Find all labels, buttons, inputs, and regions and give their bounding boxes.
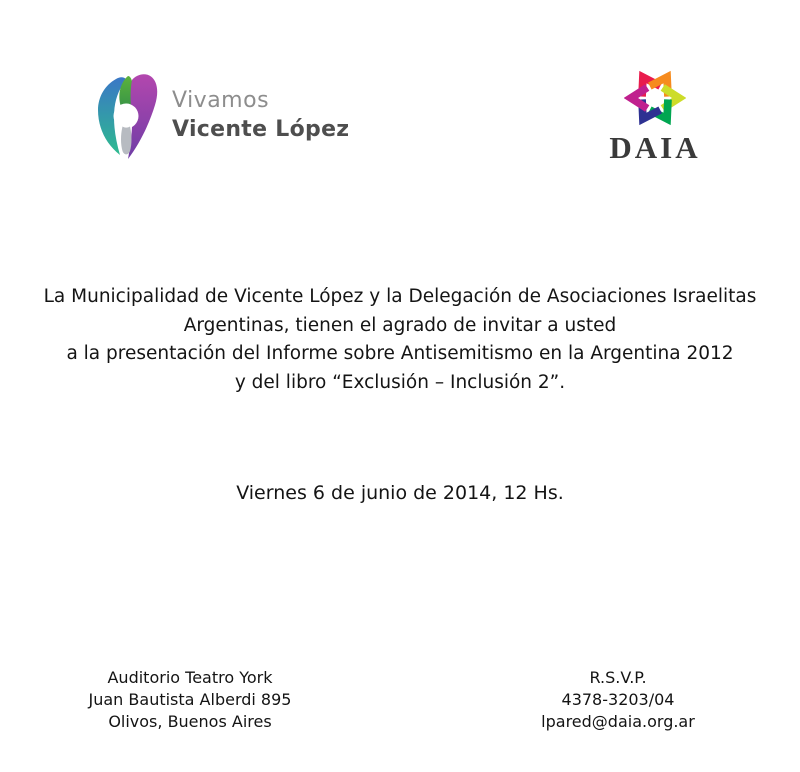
- invitation-line: y del libro “Exclusión – Inclusión 2”.: [234, 371, 566, 393]
- rsvp-label: R.S.V.P.: [589, 668, 647, 687]
- event-datetime: Viernes 6 de junio de 2014, 12 Hs.: [236, 482, 564, 504]
- invitation-text: [0, 283, 800, 397]
- daia-star-of-david-icon: [624, 66, 686, 130]
- vivamos-logo-text-line1: Vivamos: [172, 88, 270, 113]
- venue-block: [40, 667, 340, 733]
- rsvp-email: lpared@daia.org.ar: [541, 712, 695, 731]
- venue-name: Auditorio Teatro York: [107, 668, 273, 687]
- venue-address: Juan Bautista Alberdi 895: [88, 690, 292, 709]
- rsvp-block: [468, 667, 768, 733]
- vivamos-logo-text: [172, 86, 349, 144]
- vivamos-vicente-lopez-logo: [95, 72, 349, 164]
- invitation-line: La Municipalidad de Vicente López y la Delegación de Asociaciones Israelitas: [43, 286, 757, 307]
- invitation-line: Argentinas, tienen el agrado de invitar a usted: [183, 314, 617, 336]
- rsvp-phone: 4378-3203/04: [561, 690, 675, 709]
- daia-wordmark: DAIA: [609, 130, 701, 165]
- daia-logo: [593, 66, 717, 166]
- vivamos-logo-text-line2: Vicente López: [172, 117, 350, 142]
- invitation-line: a la presentación del Informe sobre Antisemitismo en la Argentina 2012: [66, 343, 734, 364]
- vivamos-logo-icon: [95, 72, 159, 164]
- venue-city: Olivos, Buenos Aires: [108, 712, 272, 731]
